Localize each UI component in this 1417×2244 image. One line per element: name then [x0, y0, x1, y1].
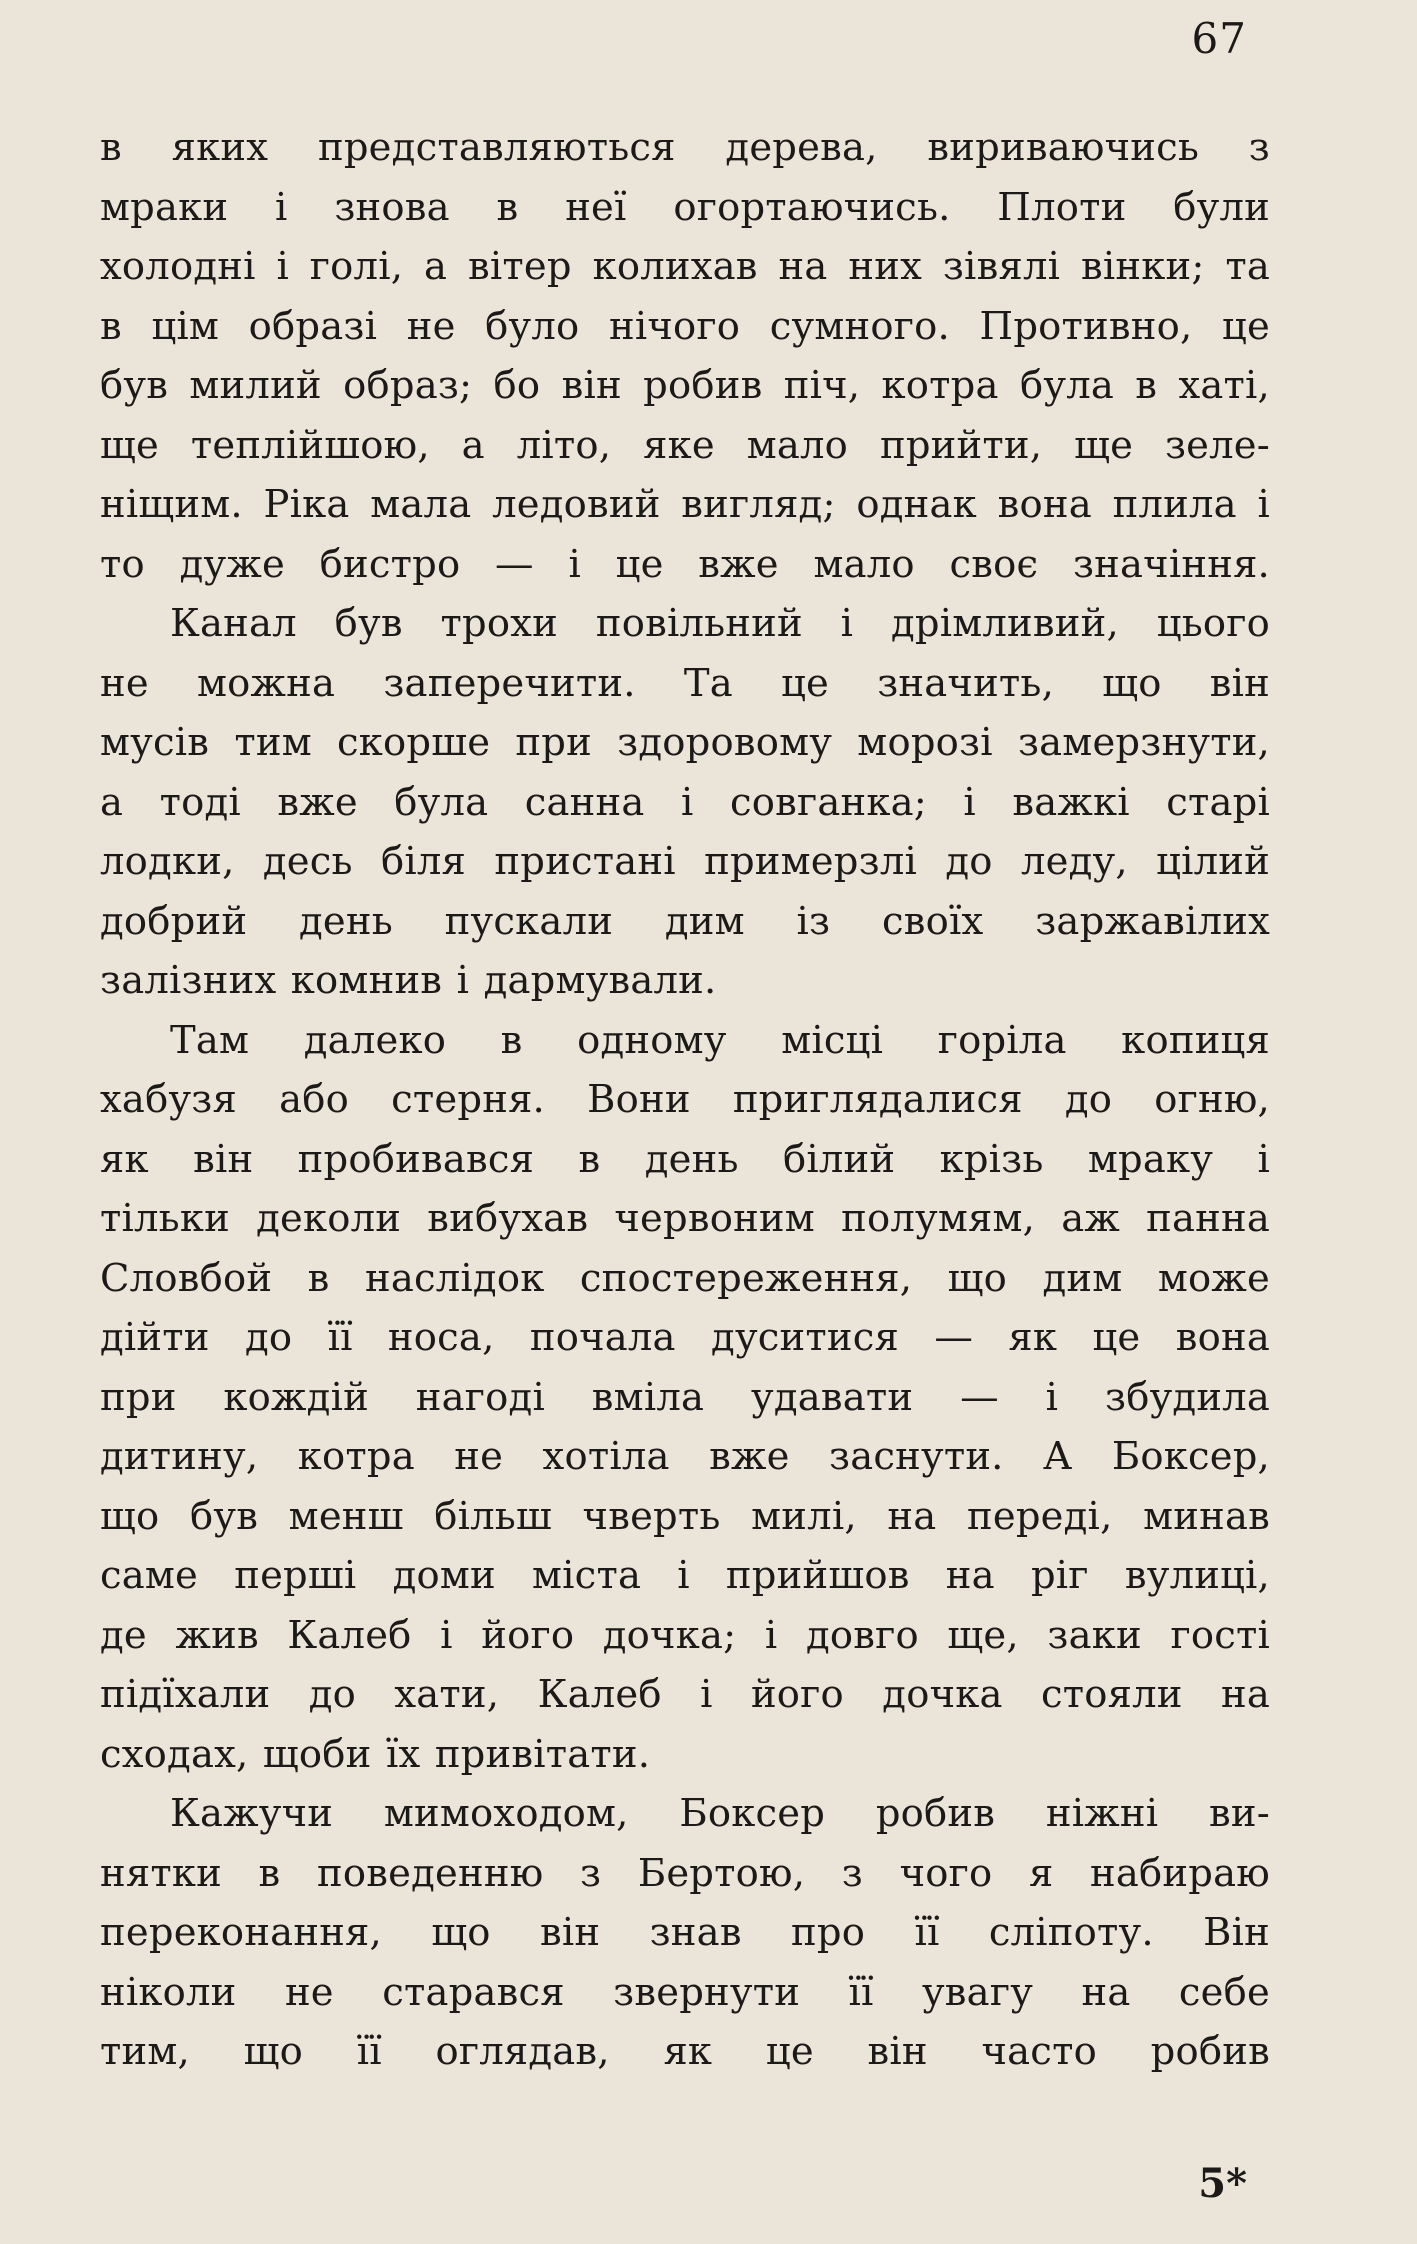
text-line: в яких представляються дерева, вириваючись з — [100, 125, 1270, 170]
text-line: переконання, що він знав про її сліпоту. Він — [100, 1910, 1270, 1955]
text-line: лодки, десь біля пристані примерзлі до леду, цілий — [100, 839, 1270, 884]
text-line: в цім образі не було нічого сумного. Противно, це — [100, 303, 1270, 349]
printer-signature: 5* — [1198, 2160, 1247, 2207]
text-line: ще теплійшою, а літо, яке мало прийти, ще зеле- — [100, 422, 1270, 468]
text-line: Канал був трохи повільний і дрімливий, цього — [170, 601, 1270, 646]
text-line: Там далеко в одному місці горіла копиця — [170, 1017, 1270, 1063]
text-line: Кажучи мимоходом, Боксер робив ніжні ви- — [170, 1791, 1270, 1836]
text-line: дитину, котра не хотіла вже заснути. А Боксер, — [100, 1434, 1270, 1479]
paragraph-1 — [100, 118, 1270, 594]
text-line: нятки в поведенню з Бертою, з чого я набираю — [100, 1850, 1270, 1896]
text-line: Словбой в наслідок спостереження, що дим може — [100, 1255, 1270, 1301]
text-line: ніколи не старався звернути її увагу на себе — [100, 1969, 1270, 2015]
text-line: мусів тим скорше при здоровому морозі замерзнути, — [100, 720, 1270, 765]
page-number: 67 — [1191, 14, 1247, 63]
text-line: при кождій нагоді вміла удавати — і збудила — [100, 1374, 1270, 1420]
text-line: саме перші доми міста і прийшов на ріг вулиці, — [100, 1553, 1270, 1598]
text-line: тільки деколи вибухав червоним полумям, аж панна — [100, 1196, 1270, 1241]
text-line: ніщим. Ріка мала ледовий вигляд; однак вона плила і — [100, 482, 1270, 527]
text-line: тим, що її оглядав, як це він часто робив — [100, 2029, 1270, 2074]
paragraph-3 — [100, 1011, 1270, 1785]
text-line: що був менш більш чверть милі, на переді, минав — [100, 1493, 1270, 1539]
text-line: холодні і голі, а вітер колихав на них зівялі вінки; та — [100, 244, 1270, 289]
paragraph-4 — [100, 1784, 1270, 2082]
text-line: сходах, щоби їх привітати. — [100, 1731, 651, 1777]
text-line: мраки і знова в неї огортаючись. Плоти були — [100, 184, 1270, 230]
main-text — [100, 118, 1270, 2082]
text-line: хабузя або стерня. Вони приглядалися до огню, — [100, 1077, 1270, 1122]
text-line: як він пробивався в день білий крізь мраку і — [100, 1136, 1270, 1182]
text-line: де жив Калеб і його дочка; і довго ще, заки гості — [100, 1612, 1270, 1658]
text-line: дійти до її носа, почала дуситися — як це вона — [100, 1315, 1270, 1360]
paragraph-2 — [100, 594, 1270, 1011]
text-line: залізних комнив і дармували. — [100, 958, 717, 1003]
text-line: то дуже бистро — і це вже мало своє значіння. — [100, 541, 1270, 587]
text-line: добрий день пускали дим із своїх заржавілих — [100, 898, 1270, 944]
text-line: був милий образ; бо він робив піч, котра була в хаті, — [100, 363, 1270, 408]
text-line: а тоді вже була санна і совганка; і важкі старі — [100, 779, 1270, 825]
text-line: не можна заперечити. Та це значить, що він — [100, 660, 1270, 706]
text-line: підїхали до хати, Калеб і його дочка стояли на — [100, 1672, 1270, 1717]
